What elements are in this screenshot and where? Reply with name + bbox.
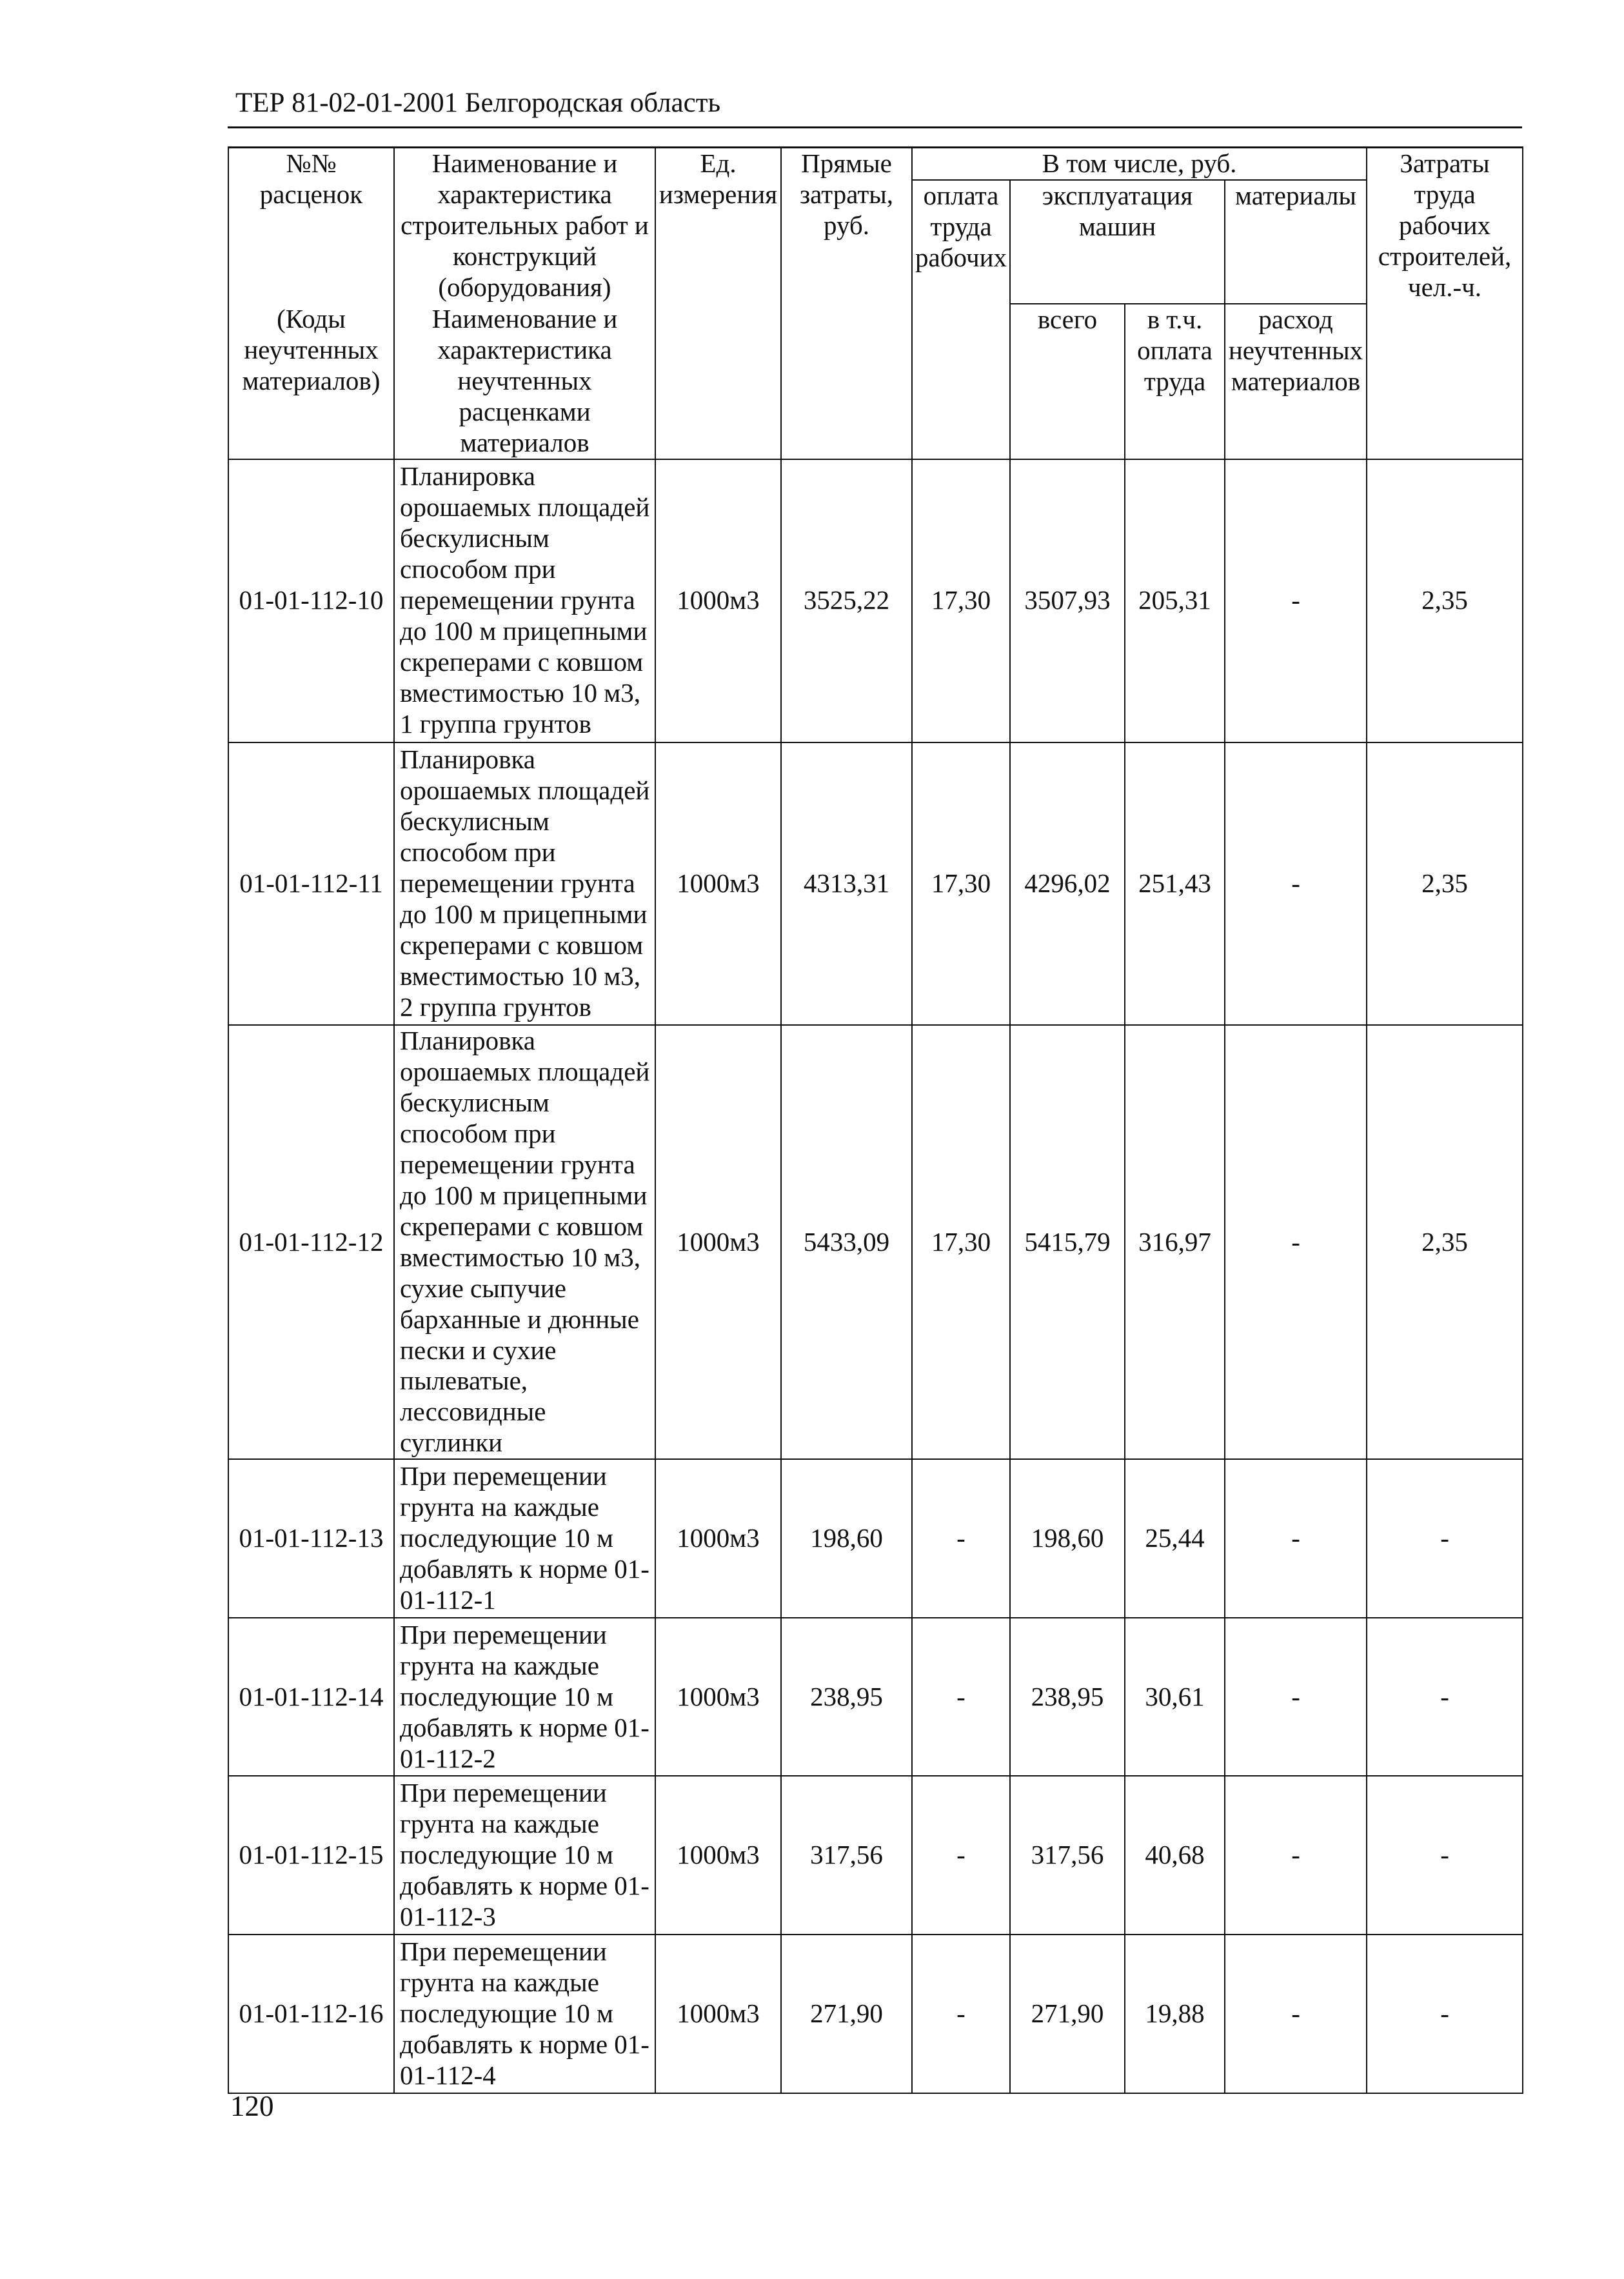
header-code-sub: (Коды неучтенных материалов): [228, 304, 394, 459]
machine-pay-cell: 40,68: [1125, 1776, 1225, 1935]
work-description: Планировка орошаемых площадей бескулисным способом при перемещении грунта до 100 м прицепными скреперами с ковшом вместимостью 10 м3, 2 группа грунтов: [394, 742, 655, 1025]
header-machine-pay: в т.ч. оплата труда: [1125, 304, 1225, 459]
machine-pay-cell: 19,88: [1125, 1935, 1225, 2093]
rate-code: 01-01-112-15: [228, 1776, 394, 1935]
header-name: Наименование и характеристика строительных работ и конструкций (оборудования): [394, 148, 655, 304]
direct-cost-cell: 317,56: [781, 1776, 912, 1935]
worker-pay-cell: -: [912, 1459, 1010, 1618]
header-labor-costs: Затраты труда рабочих строителей, чел.-ч.: [1367, 148, 1523, 459]
table-row: [228, 1459, 1523, 1618]
header-materials: материалы: [1225, 180, 1367, 304]
labor-cost-cell: -: [1367, 1776, 1523, 1935]
rate-code: 01-01-112-14: [228, 1618, 394, 1776]
materials-cell: -: [1225, 459, 1367, 742]
work-description: При перемещении грунта на каждые последующие 10 м добавлять к норме 01-01-112-1: [394, 1459, 655, 1618]
machine-pay-cell: 30,61: [1125, 1618, 1225, 1776]
header-rule: [228, 126, 1522, 128]
table-row: [228, 459, 1523, 742]
document-header: ТЕР 81-02-01-2001 Белгородская область: [235, 88, 721, 118]
header-name-sub: Наименование и характеристика неучтенных расценками материалов: [394, 304, 655, 459]
direct-cost-cell: 4313,31: [781, 742, 912, 1025]
work-description: Планировка орошаемых площадей бескулисным способом при перемещении грунта до 100 м прицепными скреперами с ковшом вместимостью 10 м3, сухие сыпучие барханные и дюнные пески и сухие пылеватые, лессовидные суглинки: [394, 1025, 655, 1460]
worker-pay-cell: 17,30: [912, 1025, 1010, 1460]
labor-cost-cell: 2,35: [1367, 742, 1523, 1025]
header-unaccounted-materials: расход неучтенных материалов: [1225, 304, 1367, 459]
machine-total-cell: 317,56: [1010, 1776, 1125, 1935]
header-including: В том числе, руб.: [912, 148, 1367, 180]
table-row: [228, 742, 1523, 1025]
work-description: При перемещении грунта на каждые последующие 10 м добавлять к норме 01-01-112-2: [394, 1618, 655, 1776]
materials-cell: -: [1225, 1776, 1367, 1935]
machine-pay-cell: 205,31: [1125, 459, 1225, 742]
materials-cell: -: [1225, 1459, 1367, 1618]
machine-total-cell: 198,60: [1010, 1459, 1125, 1618]
machine-total-cell: 271,90: [1010, 1935, 1125, 2093]
worker-pay-cell: 17,30: [912, 459, 1010, 742]
unit-cell: 1000м3: [655, 1459, 781, 1618]
materials-cell: -: [1225, 1618, 1367, 1776]
unit-cell: 1000м3: [655, 459, 781, 742]
work-description: При перемещении грунта на каждые последующие 10 м добавлять к норме 01-01-112-3: [394, 1776, 655, 1935]
rate-code: 01-01-112-10: [228, 459, 394, 742]
worker-pay-cell: -: [912, 1618, 1010, 1776]
worker-pay-cell: -: [912, 1935, 1010, 2093]
materials-cell: -: [1225, 1935, 1367, 2093]
header-code: №№ расценок: [228, 148, 394, 304]
table-row: [228, 1935, 1523, 2093]
direct-cost-cell: 3525,22: [781, 459, 912, 742]
rate-code: 01-01-112-12: [228, 1025, 394, 1460]
labor-cost-cell: -: [1367, 1459, 1523, 1618]
header-machine-total: всего: [1010, 304, 1125, 459]
rates-table: [228, 146, 1523, 2094]
worker-pay-cell: -: [912, 1776, 1010, 1935]
page-number: 120: [230, 2090, 274, 2122]
rate-code: 01-01-112-11: [228, 742, 394, 1025]
machine-total-cell: 5415,79: [1010, 1025, 1125, 1460]
machine-pay-cell: 316,97: [1125, 1025, 1225, 1460]
direct-cost-cell: 198,60: [781, 1459, 912, 1618]
table-row: [228, 1776, 1523, 1935]
rate-code: 01-01-112-13: [228, 1459, 394, 1618]
labor-cost-cell: 2,35: [1367, 459, 1523, 742]
machine-total-cell: 4296,02: [1010, 742, 1125, 1025]
work-description: При перемещении грунта на каждые последующие 10 м добавлять к норме 01-01-112-4: [394, 1935, 655, 2093]
header-worker-pay: оплата труда рабочих: [912, 180, 1010, 459]
direct-cost-cell: 238,95: [781, 1618, 912, 1776]
unit-cell: 1000м3: [655, 1935, 781, 2093]
unit-cell: 1000м3: [655, 1776, 781, 1935]
table-row: [228, 1618, 1523, 1776]
machine-pay-cell: 25,44: [1125, 1459, 1225, 1618]
machine-total-cell: 3507,93: [1010, 459, 1125, 742]
labor-cost-cell: -: [1367, 1935, 1523, 2093]
table-row: [228, 1025, 1523, 1460]
direct-cost-cell: 271,90: [781, 1935, 912, 2093]
materials-cell: -: [1225, 742, 1367, 1025]
header-unit: Ед. измерения: [655, 148, 781, 459]
labor-cost-cell: 2,35: [1367, 1025, 1523, 1460]
unit-cell: 1000м3: [655, 742, 781, 1025]
unit-cell: 1000м3: [655, 1025, 781, 1460]
direct-cost-cell: 5433,09: [781, 1025, 912, 1460]
worker-pay-cell: 17,30: [912, 742, 1010, 1025]
labor-cost-cell: -: [1367, 1618, 1523, 1776]
machine-total-cell: 238,95: [1010, 1618, 1125, 1776]
machine-pay-cell: 251,43: [1125, 742, 1225, 1025]
work-description: Планировка орошаемых площадей бескулисным способом при перемещении грунта до 100 м прицепными скреперами с ковшом вместимостью 10 м3, 1 группа грунтов: [394, 459, 655, 742]
header-machine-operation: эксплуатация машин: [1010, 180, 1225, 304]
materials-cell: -: [1225, 1025, 1367, 1460]
header-direct-costs: Прямые затраты, руб.: [781, 148, 912, 459]
unit-cell: 1000м3: [655, 1618, 781, 1776]
rate-code: 01-01-112-16: [228, 1935, 394, 2093]
